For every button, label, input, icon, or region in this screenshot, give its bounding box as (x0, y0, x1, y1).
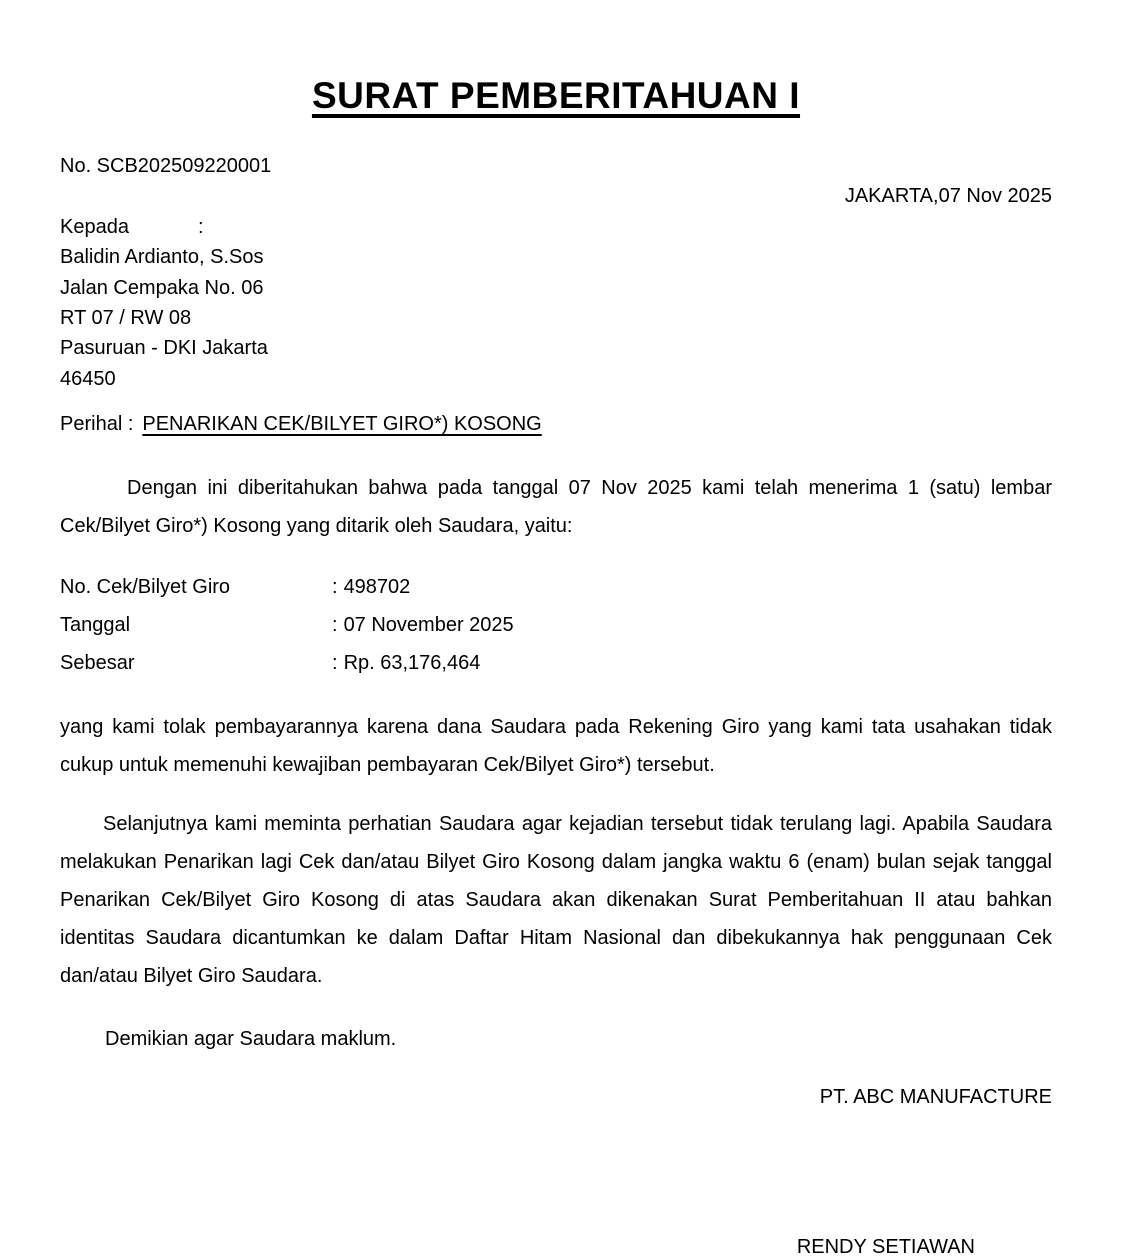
paragraph-intro: Dengan ini diberitahukan bahwa pada tanggal 07 Nov 2025 kami telah menerima 1 (satu) lembar Cek/Bilyet Giro*) Kosong yang ditarik oleh Saudara, yaitu: (60, 477, 1052, 538)
recipient-postal-code: 46450 (60, 367, 116, 390)
signatory-name: RENDY SETIAWAN (796, 1236, 975, 1259)
company-name: PT. ABC MANUFACTURE (819, 1086, 1052, 1109)
detail-colon: : (332, 652, 338, 675)
detail-label: Tanggal (60, 614, 131, 637)
closing-line: Demikian agar Saudara maklum. (105, 1028, 397, 1051)
subject-label: Perihal : (60, 413, 134, 436)
subject-line (60, 409, 1052, 439)
letter-title: SURAT PEMBERITAHUAN I (311, 75, 801, 116)
detail-row-amount (60, 644, 1052, 682)
detail-label: Sebesar (60, 652, 135, 675)
city-date: JAKARTA,07 Nov 2025 (844, 185, 1052, 208)
letter-number: No. SCB202509220001 (60, 155, 272, 177)
recipient-rt-rw: RT 07 / RW 08 (60, 307, 192, 330)
detail-colon: : (332, 614, 338, 637)
detail-colon: : (332, 576, 338, 599)
detail-value-amount: Rp. 63,176,464 (343, 652, 481, 675)
recipient-street: Jalan Cempaka No. 06 (60, 276, 264, 299)
detail-row-cheque-number (60, 568, 1052, 606)
subject-value: PENARIKAN CEK/BILYET GIRO*) KOSONG (142, 413, 542, 436)
recipient-city: Pasuruan - DKI Jakarta (60, 337, 268, 360)
detail-row-date (60, 606, 1052, 644)
detail-value-cheque-number: 498702 (343, 576, 411, 599)
detail-label: No. Cek/Bilyet Giro (60, 576, 231, 599)
detail-value-date: 07 November 2025 (343, 614, 514, 637)
cheque-details (60, 568, 1052, 682)
kepada-label: Kepada (60, 215, 129, 238)
letter-header (60, 151, 1052, 394)
recipient-name: Balidin Ardianto, S.Sos (60, 246, 264, 269)
paragraph-rejection: yang kami tolak pembayarannya karena dana Saudara pada Rekening Giro yang kami tata usahakan tidak cukup untuk memenuhi kewajiban pembayaran Cek/Bilyet Giro*) tersebut. (60, 716, 1052, 777)
paragraph-warning: Selanjutnya kami meminta perhatian Saudara agar kejadian tersebut tidak terulang lagi. Apabila Saudara melakukan Penarikan lagi Cek dan/atau Bilyet Giro Kosong dalam jangka waktu 6 (enam) bulan sejak tanggal Penarikan Cek/Bilyet Giro Kosong di atas Saudara akan dikenakan Surat Pemberitahuan II atau bahkan identitas Saudara dicantumkan ke dalam Daftar Hitam Nasional dan dibekukannya hak penggunaan Cek dan/atau Bilyet Giro Saudara. (60, 813, 1052, 988)
kepada-colon: : (198, 215, 204, 238)
recipient-intro (60, 212, 1052, 242)
